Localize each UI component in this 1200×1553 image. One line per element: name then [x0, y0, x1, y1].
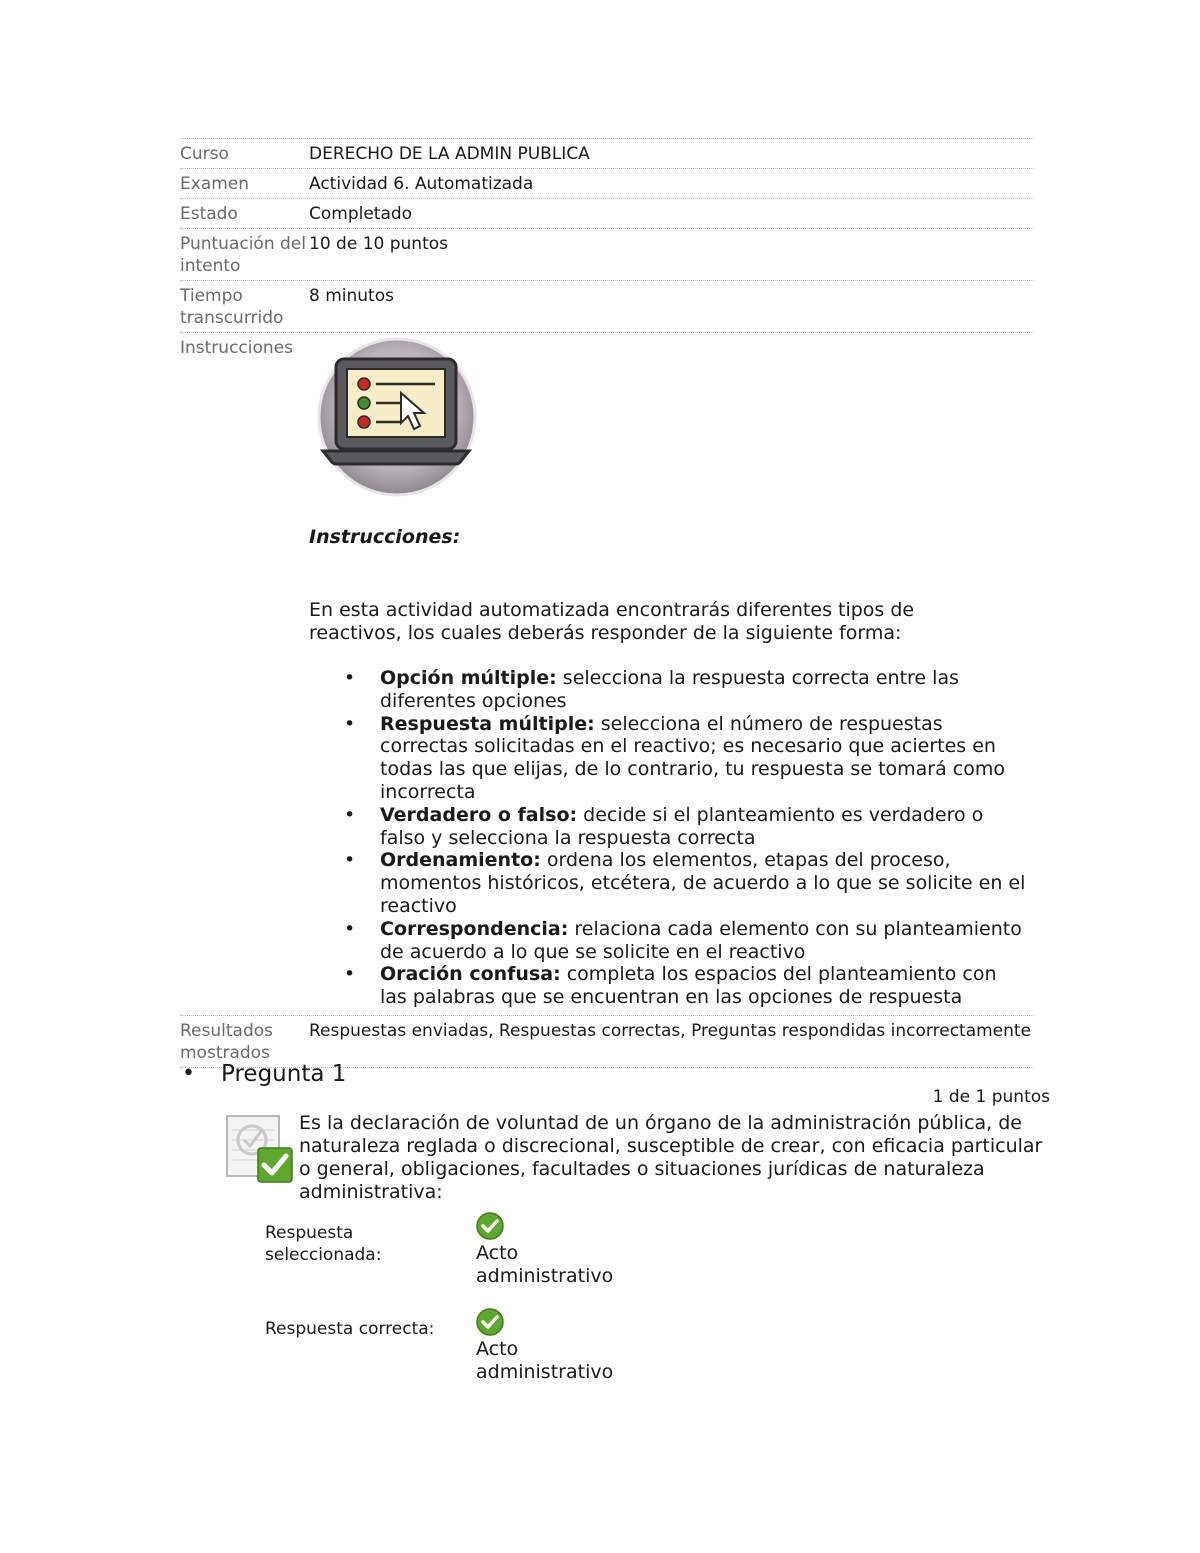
summary-row-time: [180, 281, 1034, 333]
item-desc: selecciona el número de respuestas correctas solicitadas en el reactivo; es necesario que aciertes en todas las que elijas, de lo contrario, tu respuesta se tomará como incorrecta: [380, 712, 1005, 803]
item-desc: ordena los elementos, etapas del proceso, momentos históricos, etcétera, de acuerdo a lo que se solicite en el reactivo: [380, 849, 1026, 917]
item-desc: selecciona la respuesta correcta entre las diferentes opciones: [380, 667, 959, 712]
selected-answer-row: [265, 1222, 765, 1318]
item-term: Correspondencia:: [380, 917, 569, 940]
item-desc: completa los espacios del planteamiento con las palabras que se encuentran en las opciones de respuesta: [380, 963, 997, 1009]
selected-answer-label: Respuesta seleccionada:: [265, 1223, 382, 1265]
item-desc: relaciona cada elemento con su planteamiento de acuerdo a lo que se solicite en el reactivo: [380, 917, 1022, 963]
instructions-intro: En esta actividad automatizada encontrarás diferentes tipos de reactivos, los cuales deberás responder de la siguiente forma:: [309, 599, 915, 644]
summary-row-status: [180, 199, 1034, 229]
list-item: • Verdadero o falso: decide si el planteamiento es verdadero o falso y selecciona la respuesta correcta: [344, 803, 984, 849]
list-item: • Respuesta múltiple: selecciona el número de respuestas correctas solicitadas en el reactivo; es necesario que aciertes en todas las que elijas, de lo contrario, tu respuesta se tomará como incorrecta: [344, 712, 1005, 803]
selected-answer-value: [476, 1212, 646, 1288]
correct-answer-label: Respuesta correcta:: [265, 1319, 435, 1339]
laptop-quiz-icon: [309, 333, 479, 503]
instructions-content: [309, 337, 1034, 1009]
item-term: Ordenamiento:: [380, 849, 541, 872]
list-item: • Correspondencia: relaciona cada elemento con su planteamiento de acuerdo a lo que se solicite en el reactivo: [344, 917, 1022, 963]
results-value: Respuestas enviadas, Respuestas correctas, Preguntas respondidas incorrectamente: [309, 1020, 1032, 1041]
item-term: Opción múltiple:: [380, 667, 557, 689]
selected-answer-text: Acto administrativo: [476, 1242, 614, 1287]
item-desc: decide si el planteamiento es verdadero o falso y selecciona la respuesta correcta: [380, 803, 984, 849]
summary-row-instructions: [180, 333, 1034, 1016]
check-icon: [476, 1308, 504, 1336]
answers-table: [265, 1222, 765, 1414]
instructions-heading: Instrucciones:: [309, 526, 461, 548]
summary-row-exam: [180, 169, 1034, 199]
item-term: Verdadero o falso:: [380, 803, 578, 826]
summary-row-score: [180, 229, 1034, 281]
correct-answer-text: Acto administrativo: [476, 1338, 614, 1383]
item-term: Respuesta múltiple:: [380, 712, 595, 735]
question-block: [180, 1060, 1050, 1383]
question-points: 1 de 1 puntos: [932, 1087, 1050, 1107]
score-value: 10 de 10 puntos: [309, 234, 448, 254]
question-text: Es la declaración de voluntad de un órgano de la administración pública, de naturaleza reglada o discrecional, susceptible de crear, con eficacia particular o general, obligaciones, facultades o situaciones jurídicas de naturaleza administrativa:: [299, 1112, 1043, 1203]
score-label: Puntuación del intento: [180, 234, 306, 276]
correct-answer-value: [476, 1308, 646, 1384]
results-label: Resultados mostrados: [180, 1020, 273, 1063]
list-item: • Ordenamiento: ordena los elementos, etapas del proceso, momentos históricos, etcétera, de acuerdo a lo que se solicite en el reactivo: [344, 849, 1026, 917]
question-title: Pregunta 1: [221, 1061, 347, 1087]
status-value: Completado: [309, 204, 413, 224]
correct-answer-row: [265, 1318, 765, 1414]
item-term: Oración confusa:: [380, 963, 561, 986]
list-item: • Opción múltiple: selecciona la respuesta correcta entre las diferentes opciones: [344, 667, 959, 712]
summary-row-course: [180, 139, 1034, 169]
list-item: • Oración confusa: completa los espacios del planteamiento con las palabras que se encuentran en las opciones de respuesta: [344, 963, 997, 1009]
instructions-label: Instrucciones: [180, 338, 293, 358]
check-icon: [476, 1212, 504, 1240]
exam-label: Examen: [180, 174, 250, 194]
instructions-list: [309, 667, 1029, 1009]
correct-question-icon: [224, 1112, 294, 1184]
exam-value: Actividad 6. Automatizada: [309, 174, 534, 194]
course-label: Curso: [180, 144, 229, 164]
course-value: DERECHO DE LA ADMIN PUBLICA: [309, 144, 590, 164]
status-label: Estado: [180, 204, 238, 224]
bullet-icon: •: [182, 1061, 195, 1086]
attempt-summary-table: [180, 138, 1034, 1068]
question-header: [180, 1060, 1050, 1088]
time-value: 8 minutos: [309, 286, 394, 306]
time-label: Tiempo transcurrido: [180, 286, 284, 328]
